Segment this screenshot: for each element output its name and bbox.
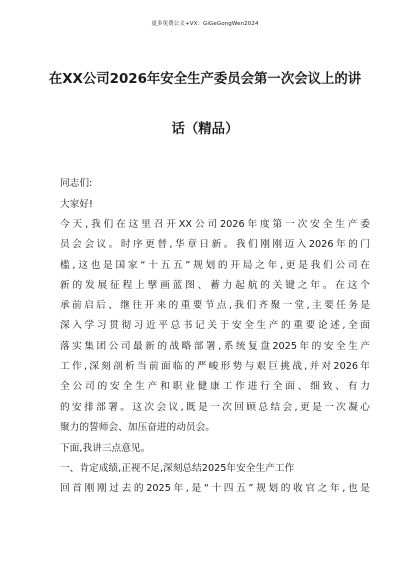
body-line: 全公司的安全生产和职业健康工作进行全面、细致、有力 — [60, 381, 370, 392]
body-line: 工作,深刻剖析当前面临的严峻形势与艰巨挑战,并对2026年 — [60, 361, 370, 372]
body-line: 员会会议。时序更替,华章日新。我们刚刚迈入2026年的门 — [60, 239, 370, 250]
body-line: 今天,我们在这里召开XX公司2026年度第一次安全生产委 — [60, 219, 370, 230]
body-line: 承前启后、继往开来的重要节点,我们齐聚一堂,主要任务是 — [60, 300, 370, 311]
section-heading-1: 一、肯定成绩,正视不足,深刻总结2025年安全生产工作 — [60, 463, 295, 474]
body-line: 的安排部署。这次会议,既是一次回顾总结会,更是一次凝心 — [60, 402, 370, 413]
body-line: 聚力的誓师会、加压奋进的动员会。 — [60, 422, 215, 433]
body-line: 落实集团公司最新的战略部署,系统复盘2025年的安全生产 — [60, 341, 370, 352]
body-line: 新的发展征程上擘画蓝图、蓄力起航的关键之年。在这个 — [60, 280, 370, 291]
header-note: 更多免费公文+VX：GiGeGongWen2024 — [151, 21, 259, 27]
body-line-salutation: 同志们: — [60, 178, 93, 189]
document-title-line-1: 在XX公司2026年安全生产委员会第一次会议上的讲 — [48, 72, 362, 87]
document-title-line-2: 话（精品） — [171, 122, 239, 137]
body-line: 槛,这也是国家“十五五”规划的开局之年,更是我们公司在 — [60, 260, 370, 271]
body-line: 下面,我讲三点意见。 — [60, 443, 151, 454]
body-line-greeting: 大家好! — [60, 199, 93, 210]
body-line: 深入学习贯彻习近平总书记关于安全生产的重要论述,全面 — [60, 320, 370, 331]
body-line: 回首刚刚过去的2025年,是“十四五”规划的收官之年,也是 — [60, 483, 370, 494]
